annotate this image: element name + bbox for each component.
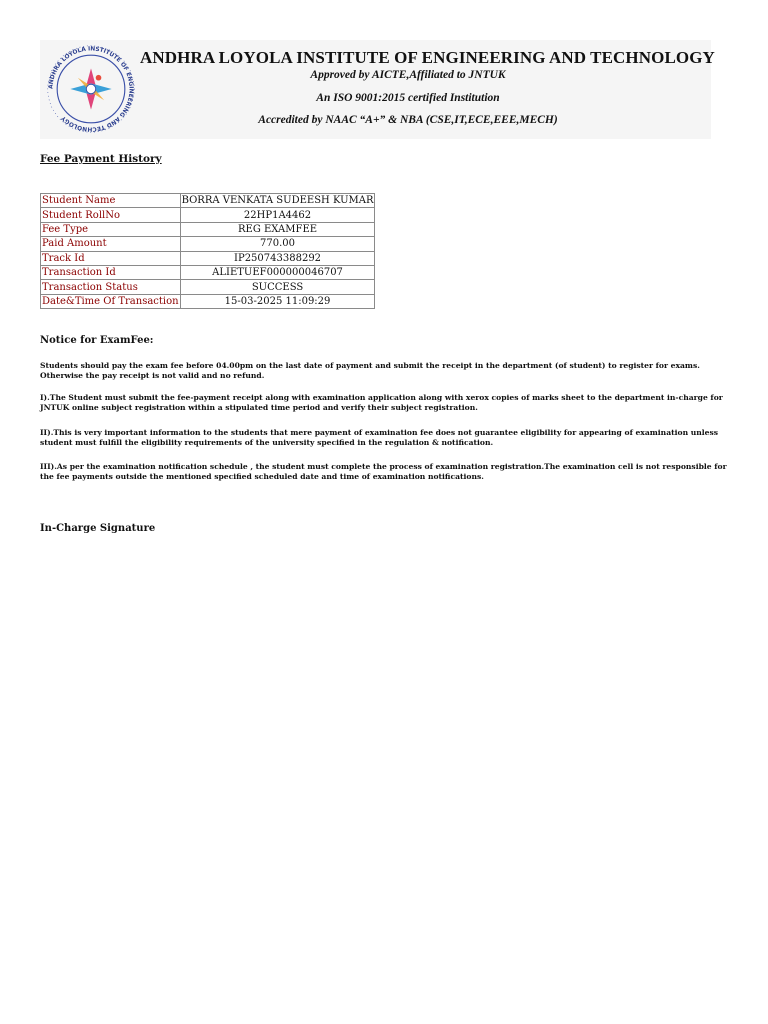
notice-paragraph: Students should pay the exam fee before 04.00pm on the last date of payment and submit the receipt in the department (of student) to register for exams. Otherwise the pay receipt is not valid and no refund. — [40, 361, 700, 380]
iso-line: An ISO 9001:2015 certified Institution — [316, 92, 500, 104]
row-value: SUCCESS — [180, 280, 375, 294]
table-row — [41, 194, 375, 208]
table-row — [41, 280, 375, 294]
row-label: Transaction Status — [41, 280, 181, 294]
notice-paragraph: I).The Student must submit the fee-payment receipt along with examination application along with xerox copies of marks sheet to the department in-charge for JNTUK online subject registration within a stipulated time period and verify their subject registration. — [40, 393, 723, 412]
approval-line: Approved by AICTE,Affiliated to JNTUK — [310, 69, 506, 81]
row-label: Paid Amount — [41, 237, 181, 251]
row-label: Track Id — [41, 251, 181, 265]
notice-title: Notice for ExamFee: — [40, 335, 154, 346]
table-row — [41, 294, 375, 308]
row-value: 15-03-2025 11:09:29 — [180, 294, 375, 308]
table-row — [41, 265, 375, 279]
row-value: REG EXAMFEE — [180, 222, 375, 236]
notice-paragraph: III).As per the examination notification schedule , the student must complete the process of examination registration.The examination cell is not responsible for the fee payments outside the mentioned specified scheduled date and time of examination notifications. — [40, 462, 727, 481]
table-row — [41, 251, 375, 265]
page-title: Fee Payment History — [40, 153, 162, 165]
table-row — [41, 208, 375, 222]
institute-seal-icon — [44, 42, 138, 136]
row-label: Student Name — [41, 194, 181, 208]
table-row — [41, 222, 375, 236]
row-label: Transaction Id — [41, 265, 181, 279]
row-label: Student RollNo — [41, 208, 181, 222]
row-value: IP250743388292 — [180, 251, 375, 265]
row-value: 22HP1A4462 — [180, 208, 375, 222]
row-value: 770.00 — [180, 237, 375, 251]
seal-ring-text: ANDHRA LOYOLA INSTITUTE OF ENGINEERING AND TECHNOLOGY — [48, 46, 134, 132]
row-value: BORRA VENKATA SUDEESH KUMAR — [181, 195, 374, 207]
row-value: ALIETUEF000000046707 — [180, 265, 375, 279]
signature-label: In-Charge Signature — [40, 523, 156, 534]
accreditation-line: Accredited by NAAC “A+” & NBA (CSE,IT,ECE,EEE,MECH) — [258, 114, 558, 126]
notice-paragraph: II).This is very important information to the students that mere payment of examination fee does not guarantee eligibility for appearing of examination unless student must fulfill the eligibility requirements of the university specified in the regulation & notification. — [40, 428, 719, 447]
institution-name: ANDHRA LOYOLA INSTITUTE OF ENGINEERING AND TECHNOLOGY — [140, 48, 715, 67]
institution-header — [40, 40, 715, 139]
row-label: Date&Time Of Transaction — [42, 295, 179, 307]
table-row — [41, 237, 375, 251]
fee-details-table — [40, 193, 375, 309]
row-label: Fee Type — [41, 222, 181, 236]
